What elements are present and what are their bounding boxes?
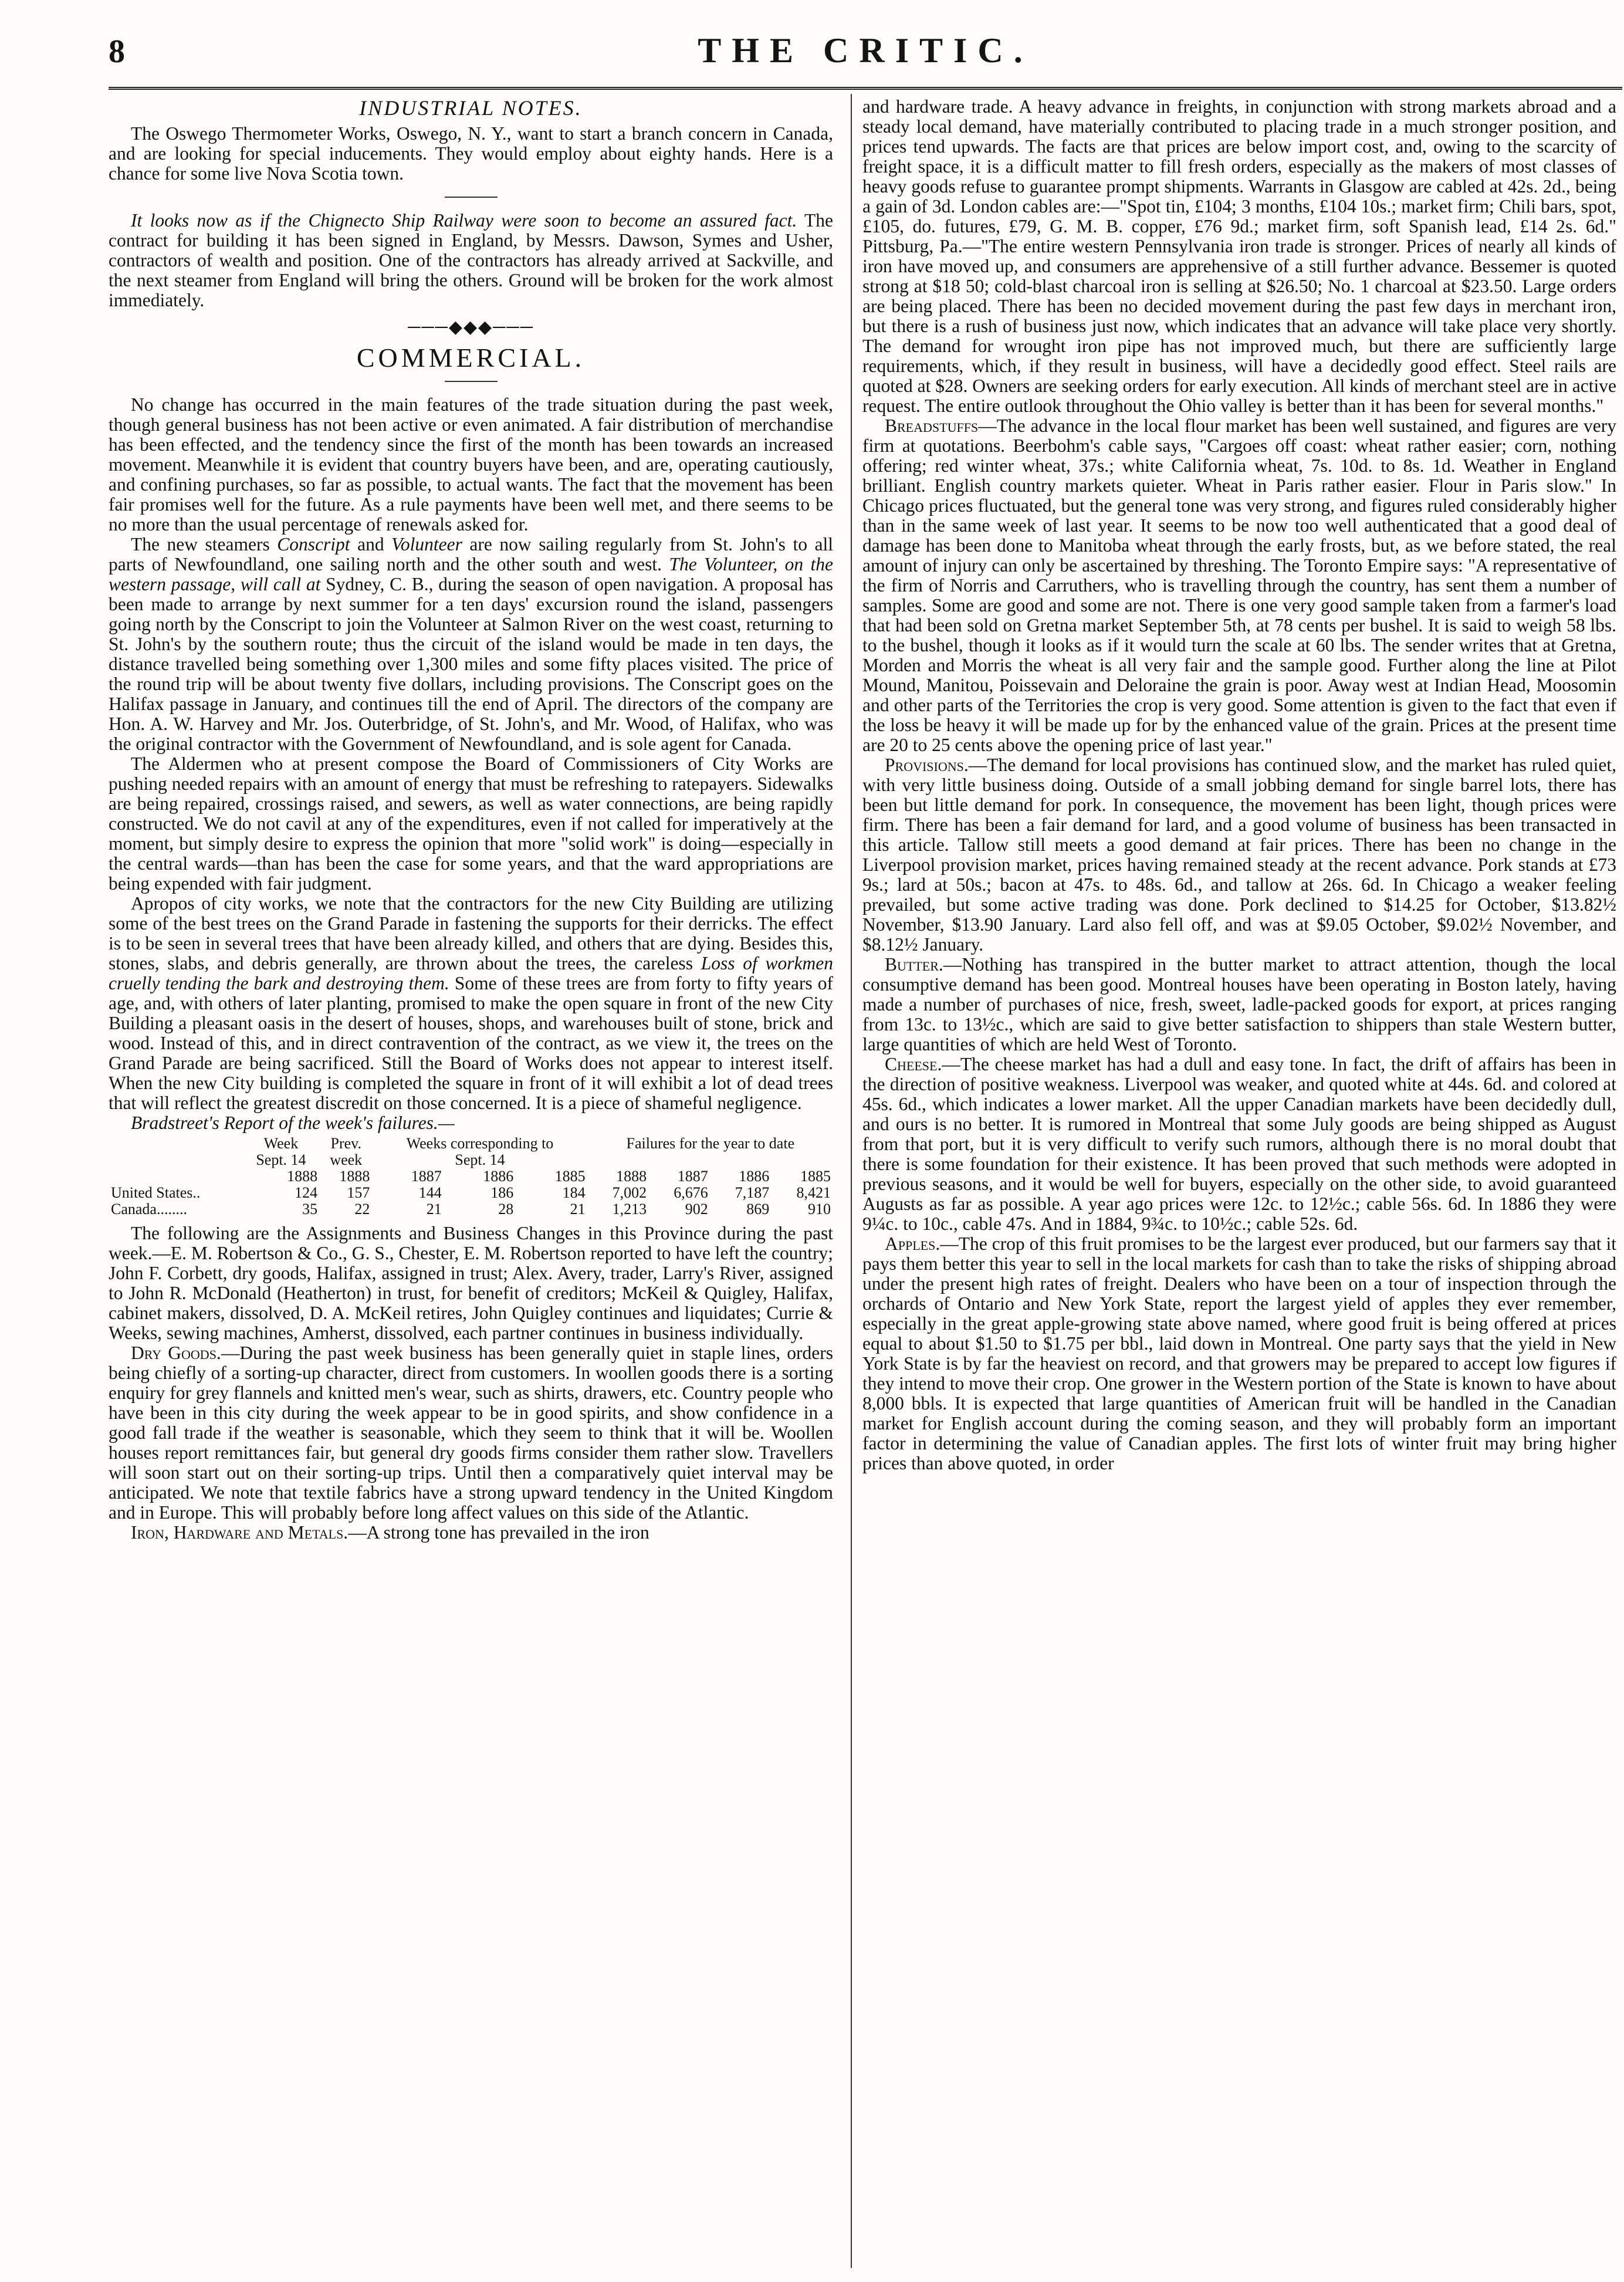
paragraph-lead: It looks now as if the Chignecto Ship Railway were soon to become an assured fact. bbox=[131, 210, 797, 231]
article-paragraph: The Aldermen who at present compose the Board of Commissioners of City Works are pushing needed repairs with an amount of energy that must be refreshing to ratepayers. Sidewalks are being repaired, crossings raised, and sewers, as well as water connections, are being rapidly constructed. We do not cavil at any of the expenditures, even if not called for imperatively at the moment, but simply desire to express the opinion that more "solid work" is doing—especially in the central wards—than has been the case for some years, and that the ward appropriations are being expended with fair judgment. bbox=[109, 753, 833, 894]
page-number: 8 bbox=[109, 33, 125, 70]
publication-title: THE CRITIC. bbox=[698, 31, 1033, 70]
short-divider bbox=[445, 381, 498, 382]
article-paragraph bbox=[109, 1523, 833, 1543]
industrial-notes-heading: INDUSTRIAL NOTES. bbox=[359, 97, 583, 120]
paragraph-text: —The cheese market has had a dull and easy tone. In fact, the drift of affairs has been in the direction of positive weakness. Liverpool was weaker, and quoted white at 44s. 6d. and colored at 45s. 6d., which indicates a lower market. All the upper Canadian markets have been decidedly dull, and ours is no better. It is rumored in Montreal that some July goods are being shipped as August from that port, but it is very difficult to verify such rumors, although there is no moral doubt that there is some foundation for their existence. It has been proved that such methods were adopted in previous seasons, and it would be well for buyers, especially on the other side, to avoid guaranteed Augusts as far as possible. A year ago prices were 12c. to 12½c.; cable 56s. 6d. In 1886 they were 9¼c. to 10c., cable 47s. And in 1884, 9¾c. to 10½c.; cable 52s. 6d. bbox=[862, 1054, 1616, 1234]
table-cell: 902 bbox=[685, 1201, 708, 1218]
table-cell: 35 bbox=[302, 1201, 318, 1218]
subsection-label: Cheese. bbox=[885, 1054, 942, 1074]
paragraph-text: —Nothing has transpired in the butter market to attract attention, though the local consumptive demand has been good. Montreal houses have been operating in Boston lately, having made a number of purchases of nice, fresh, sweet, ladle-packed goods for export, at prices ranging from 13c. to 13½c., which are said to give better satisfaction to shippers than stale Western butter, large quantities of which are held West of Toronto. bbox=[862, 954, 1616, 1054]
header-rule bbox=[109, 87, 1622, 90]
table-cell: 869 bbox=[746, 1201, 770, 1218]
subsection-label: Breadstuffs bbox=[885, 415, 979, 436]
article-paragraph bbox=[862, 1054, 1616, 1234]
column-year: 1888 bbox=[287, 1168, 318, 1185]
row-label: Canada........ bbox=[111, 1201, 187, 1218]
subsection-label: Apples. bbox=[885, 1233, 940, 1254]
paragraph-text: —The advance in the local flour market has been well sustained, and figures are very firm at quotations. Beerbohm's cable says, "Cargoes off coast: wheat rather easier; corn, nothing offering; red winter wheat, 37s.; white California wheat, 7s. 10d. to 8s. 1d. Weather in England brilliant. English country markets quieter. Wheat in Paris rather easier. Flour in Paris slow." In Chicago prices fluctuated, but the general tone was very strong, and figures ruled considerably higher than in the same week of last year. It seems to be now too well authenticated that a good deal of damage has been done to Manitoba wheat through the early frosts, but, as we before stated, the real amount of injury can only be ascertained by threshing. The Toronto Empire says: "A representative of the firm of Norris and Carruthers, who is travelling through the country, has sent them a number of samples. Some are good and some are not. There is one very good sample taken from a farmer's load that had been sold on Gretna market September 5th, at 78 cents per bushel. It is said to weigh 58 lbs. to the bushel, though it looks as if it would turn the scale at 60 lbs. The sender writes that at Gretna, Morden and Morris the wheat is all very fair and the sample good. Further along the line at Pilot Mound, Manitou, Poissevain and Deloraine the grain is poor. Away west at Indian Head, Moosomin and other parts of the Territories the crop is very good. Some attention is given to the fact that even if the loss be heavy it will be made up for by the enhanced value of the grain. Prices at the present time are 20 to 25 cents above the opening price of last year." bbox=[862, 415, 1616, 755]
table-year-row bbox=[109, 1168, 833, 1185]
table-cell: 6,676 bbox=[674, 1184, 708, 1201]
ship-name: Conscript bbox=[277, 534, 350, 555]
left-column bbox=[109, 97, 833, 2268]
column-year: 1886 bbox=[739, 1168, 770, 1185]
column-year: 1888 bbox=[339, 1168, 370, 1185]
paragraph-italic: The Volunteer, on the western passage, will call at bbox=[109, 554, 833, 594]
article-paragraph bbox=[109, 1343, 833, 1523]
column-date: Sept. 14 bbox=[256, 1151, 306, 1168]
column-group-label: Weeks corresponding to bbox=[406, 1135, 554, 1152]
ship-name: Volunteer bbox=[391, 534, 462, 555]
article-paragraph bbox=[109, 211, 833, 310]
paragraph-text: —During the past week business has been generally quiet in staple lines, orders being chiefly of a sorting-up character, direct from customers. In woollen goods there is a sorting enquiry for grey flannels and knitted men's wear, such as shirts, drawers, etc. Country people who have been in this city during the week appear to be in good spirits, and show confidence in a good fall trade if the weather is seasonable, which they seem to think that it will be. Woollen houses report remittances fair, but general dry goods firms consider them rather slow. Travellers will soon start out on their sorting-up trips. Until then a comparatively quiet interval may be anticipated. We note that textile fabrics have a strong upward tendency in the United Kingdom and in Europe. This will probably before long affect values on this side of the Atlantic. bbox=[109, 1343, 833, 1523]
table-cell: 157 bbox=[347, 1184, 370, 1201]
article-paragraph bbox=[862, 1234, 1616, 1473]
row-label: United States.. bbox=[111, 1184, 201, 1201]
masthead bbox=[109, 28, 1622, 82]
subsection-label: Provisions. bbox=[885, 755, 969, 775]
table-cell: 144 bbox=[418, 1184, 442, 1201]
article-paragraph: The following are the Assignments and Business Changes in this Province during the past week.—E. M. Robertson & Co., G. S., Chester, E. M. Robertson reported to have left the country; John F. Corbett, dry goods, Halifax, assigned in trust; Alex. Avery, trader, Larry's River, assigned to John R. McDonald (Heatherton) in trust, for benefit of creditors; McKeil & Quigley, Halifax, cabinet makers, dissolved, D. A. McKeil retires, John Quigley continues and liquidates; Currie & Weeks, sewing machines, Amherst, dissolved, each partner continues in business individually. bbox=[109, 1223, 833, 1343]
column-divider bbox=[851, 94, 852, 2268]
column-year: 1887 bbox=[411, 1168, 442, 1185]
table-cell: 28 bbox=[498, 1201, 514, 1218]
paragraph-text: Sydney, C. B., during the season of open navigation. A proposal has been made to arrange by next summer for a ten days' excursion round the island, passengers going north by the Conscript to join the Volunteer at Salmon River on the west coast, returning to St. John's by the southern route; thus the circuit of the island would be made in ten days, the distance travelled being something over 1,300 miles and some fifty places visited. The price of the round trip will be about twenty five dollars, including provisions. The Conscript goes on the Halifax passage in January, and continues till the end of April. The directors of the company are Hon. A. W. Harvey and Mr. Jos. Outerbridge, of St. John's, and Mr. Wood, of Halifax, who was the original contractor with the Government of Newfoundland, and is sole agent for Canada. bbox=[109, 574, 833, 754]
column-group-label: Week bbox=[263, 1135, 299, 1152]
article-paragraph: The Oswego Thermometer Works, Oswego, N. Y., want to start a branch concern in Canada, and are looking for special inducements. They would employ about eighty hands. Here is a chance for some live Nova Scotia town. bbox=[109, 123, 833, 184]
table-row bbox=[109, 1185, 833, 1201]
article-paragraph: No change has occurred in the main features of the trade situation during the past week, though general business has not been active or even animated. A fair distribution of merchandise has been effected, and the tendency since the first of the month has been towards an increased movement. Meanwhile it is evident that country buyers have been, and are, operating cautiously, and confining purchases, so far as possible, to actual wants. The fact that the movement has been fair promises well for the future. As a rule payments have been well met, and there seems to be no more than the usual percentage of renewals asked for. bbox=[109, 394, 833, 535]
subsection-label: Dry Goods. bbox=[131, 1343, 221, 1363]
article-paragraph bbox=[862, 416, 1616, 755]
column-year: 1885 bbox=[554, 1168, 586, 1185]
paragraph-text: and bbox=[357, 534, 384, 555]
paragraph-italic: Loss of workmen cruelly tending the bark and destroying them. bbox=[109, 953, 833, 993]
article-paragraph bbox=[862, 755, 1616, 955]
column-year: 1887 bbox=[677, 1168, 708, 1185]
short-divider bbox=[445, 197, 498, 198]
column-date: Sept. 14 bbox=[455, 1151, 505, 1168]
table-cell: 7,002 bbox=[612, 1184, 647, 1201]
column-date: week bbox=[330, 1151, 363, 1168]
table-header-row bbox=[109, 1135, 833, 1152]
paragraph-text: —The crop of this fruit promises to be the largest ever produced, but our farmers say that it pays them better this year to sell in the local markets for cash than to take the risks of shipping abroad under the present high rates of freight. Dealers who have been on a tour of inspection through the orchards of Ontario and New York State, report the largest yield of apples they ever remember, especially in the great apple-growing state above named, where good fruit is being offered at prices equal to about $1.50 to $1.75 per bbl., laid down in Montreal. One party says that the yield in New York State is by far the heaviest on record, and that growers may be prepared to accept low figures if they intend to move their crop. One grower in the Western portion of the State is known to have about 8,000 bbls. It is expected that large quantities of American fruit will be handled in the Canadian market for English account during the coming season, and they will probably form an important factor in determining the value of Canadian apples. The first lots of winter fruit may bring higher prices than above quoted, in order bbox=[862, 1233, 1616, 1473]
column-year: 1888 bbox=[616, 1168, 647, 1185]
right-column bbox=[862, 97, 1616, 2268]
table-cell: 184 bbox=[562, 1184, 586, 1201]
article-paragraph bbox=[109, 894, 833, 1113]
table-cell: 7,187 bbox=[735, 1184, 770, 1201]
column-year: 1885 bbox=[800, 1168, 831, 1185]
paragraph-text: —A strong tone has prevailed in the iron bbox=[348, 1522, 649, 1543]
table-cell: 21 bbox=[570, 1201, 586, 1218]
column-group-label: Prev. bbox=[330, 1135, 361, 1152]
article-paragraph bbox=[109, 535, 833, 754]
table-cell: 124 bbox=[295, 1184, 318, 1201]
subsection-label: Butter. bbox=[885, 954, 943, 975]
paragraph-text: —The demand for local provisions has continued slow, and the market has ruled quiet, with very little business doing. Outside of a small jobbing demand for single barrel lots, there has been but little demand for pork. In consequence, the movement has been light, though prices were firm. There has been a fair demand for lard, and a good volume of business has been transacted in this article. Tallow still meets a good demand at fair prices. There has been no change in the Liverpool provision market, prices having remained steady at the recent advance. Pork stands at £73 9s.; lard at 50s.; bacon at 47s. to 48s. 6d., and tallow at 26s. 6d. In Chicago a weaker feeling prevailed, but some active trading was done. Pork declined to $14.25 for October, $13.82½ November, $13.90 January. Lard also fell off, and was at $9.05 October, $9.02½ November, and $8.12½ January. bbox=[862, 755, 1616, 955]
table-row bbox=[109, 1201, 833, 1218]
table-header-row bbox=[109, 1152, 833, 1168]
bradstreet-intro: Bradstreet's Report of the week's failures.— bbox=[131, 1113, 455, 1133]
failures-table bbox=[109, 1135, 833, 1218]
paragraph-text: Some of these trees are from forty to fifty years of age, and, with others of later planting, promised to make the open square in front of the new City Building a pleasant oasis in the desert of houses, shops, and warehouses built of stone, brick and wood. Instead of this, and in direct contravention of the contract, as we view it, the trees on the Grand Parade are being sacrificed. Still the Board of Works does not appear to interest itself. When the new City building is completed the square in front of it will exhibit a lot of dead trees that will reflect the greatest discredit on those concerned. It is a piece of shameful negligence. bbox=[109, 973, 833, 1113]
table-cell: 21 bbox=[426, 1201, 442, 1218]
commercial-heading: COMMERCIAL. bbox=[356, 343, 586, 373]
section-ornament: ───◆◆◆─── bbox=[408, 317, 534, 337]
table-cell: 22 bbox=[354, 1201, 370, 1218]
table-cell: 8,421 bbox=[796, 1184, 831, 1201]
article-paragraph bbox=[862, 955, 1616, 1054]
column-group-label: Failures for the year to date bbox=[626, 1135, 795, 1152]
paragraph-text: The new steamers bbox=[131, 534, 270, 555]
column-year: 1886 bbox=[483, 1168, 514, 1185]
article-paragraph: and hardware trade. A heavy advance in freights, in conjunction with strong markets abroad and a steady local demand, have materially contributed to placing trade in a much stronger position, and prices tend upwards. The facts are that prices are below import cost, and, owing to the scarcity of freight space, it is a difficult matter to fill fresh orders, especially as the makers of most classes of heavy goods refuse to guarantee prompt shipments. Warrants in Glasgow are cabled at 42s. 2d., being a gain of 3d. London cables are:—"Spot tin, £104; 3 months, £104 10s.; market firm; Chili bars, spot, £105, do. futures, £79, G. M. B. copper, £76 9d.; market firm, soft Spanish lead, £14 2s. 6d." Pittsburg, Pa.—"The entire western Pennsylvania iron trade is stronger. Prices of nearly all kinds of iron have moved up, and consumers are apprehensive of a still further advance. Bessemer is quoted strong at $18 50; cold-blast charcoal iron is selling at $26.50; No. 1 charcoal at $23.50. Large orders are being placed. There has been no decided movement during the past few days in merchant iron, but there is a rush of business just now, which indicates that an advance will take place very shortly. The demand for wrought iron pipe has not improved much, but there are sufficiently large requirements, which, if they result in business, will have a decidedly good effect. Steel rails are quoted at $28. Owners are seeking orders for early execution. All kinds of merchant steel are in active request. The entire outlook throughout the Ohio valley is better than it has been for several months." bbox=[862, 97, 1616, 416]
table-cell: 186 bbox=[490, 1184, 514, 1201]
paragraph-text: are now sailing regularly from St. John's to all parts of Newfoundland, one sailing north and the other south and west. bbox=[109, 534, 833, 574]
paragraph-text: Apropos of city works, we note that the contractors for the new City Building are utilizing some of the best trees on the Grand Parade in fastening the supports for their derricks. The effect is to be seen in several trees that have been already killed, and others that are dying. Besides this, stones, slabs, and debris generally, are thrown about the trees, the careless bbox=[109, 893, 833, 973]
paragraph-text: The contract for building it has been signed in England, by Messrs. Dawson, Symes and Usher, contractors of wealth and position. One of the contractors has already arrived at Sackville, and the next steamer from England will bring the others. Ground will be broken for the work almost immediately. bbox=[109, 210, 833, 310]
table-cell: 910 bbox=[808, 1201, 831, 1218]
table-cell: 1,213 bbox=[612, 1201, 647, 1218]
subsection-label: Iron, Hardware and Metals. bbox=[131, 1522, 349, 1543]
